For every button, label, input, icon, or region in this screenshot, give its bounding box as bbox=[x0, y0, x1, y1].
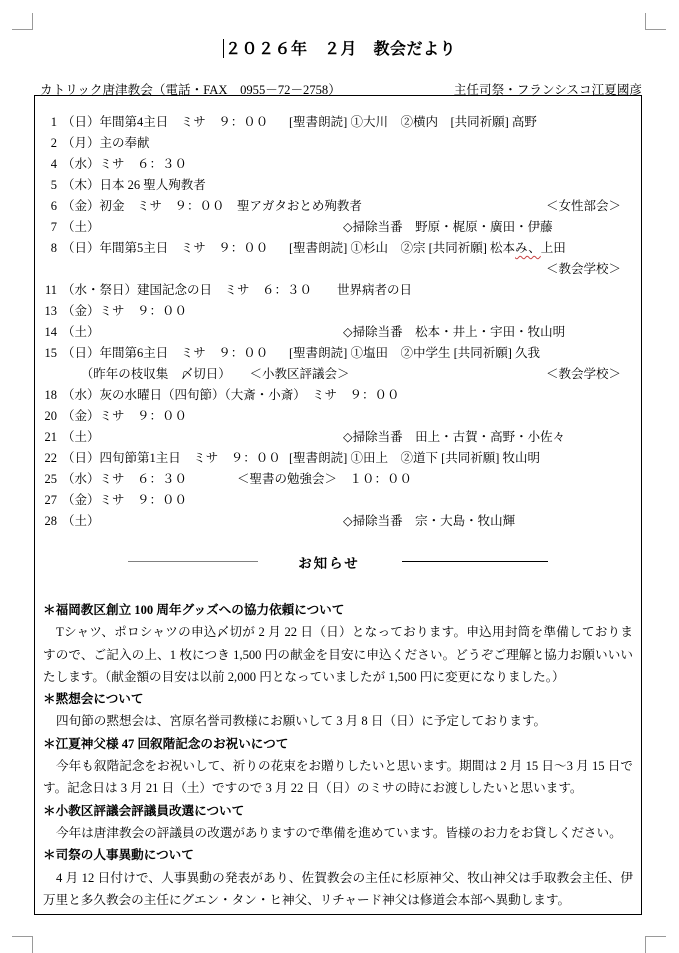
calendar-row bbox=[43, 280, 633, 301]
announcements-section bbox=[43, 599, 633, 911]
event-text: （日）年間第6主日 ミサ ９：００ bbox=[62, 346, 269, 360]
calendar-row bbox=[43, 301, 633, 322]
day-number: 5 bbox=[50, 178, 57, 192]
event-text: （土） bbox=[62, 514, 100, 528]
calendar-row bbox=[43, 196, 633, 217]
mid-text-part: [聖書朗読] ①塩田 ②中学生 [共同祈願] 久我 bbox=[289, 346, 541, 360]
event-text: （水・祭日）建国記念の日 ミサ ６：３０ 世界病者の日 bbox=[62, 283, 413, 297]
cleaning-duty bbox=[343, 511, 515, 532]
calendar-row bbox=[43, 511, 633, 532]
announcement bbox=[43, 733, 633, 800]
event-text: （金）ミサ ９：００ bbox=[62, 409, 188, 423]
day-number: 27 bbox=[44, 493, 57, 507]
announcement bbox=[43, 599, 633, 688]
calendar-row bbox=[43, 259, 633, 280]
event-text: （土） bbox=[62, 220, 100, 234]
calendar-row bbox=[43, 238, 633, 259]
cleaning-duty bbox=[343, 427, 565, 448]
side-note: ＜女性部会＞ bbox=[545, 199, 621, 213]
calendar-row bbox=[43, 112, 633, 133]
announcement-title: ＊司祭の人事異動について bbox=[43, 848, 194, 863]
mid-text-part: 上田 bbox=[540, 241, 566, 255]
text-cursor bbox=[223, 39, 224, 58]
scripture-readers bbox=[289, 343, 540, 364]
church-name-phone: カトリック唐津教会（電話・FAX 0955－72－2758） bbox=[40, 83, 341, 97]
main-box bbox=[34, 95, 642, 915]
calendar-row bbox=[43, 133, 633, 154]
calendar-row bbox=[43, 406, 633, 427]
calendar-row bbox=[43, 427, 633, 448]
mid-text-part: [聖書朗読] ①杉山 ②宗 [共同祈願] 松本 bbox=[289, 241, 516, 255]
day-number: 15 bbox=[44, 346, 57, 360]
announcement-body: Tシャツ、ポロシャツの申込〆切が 2 月 22 日（日）となっております。申込用封筒を準備しておりますので、ご記入の上、1 枚につき 1,500 円の献金を目安に申込ください。どうぞご理解と協力お願いいいたします。（献金額の目安は以前 2,000 円となっていましたが 1,500 円に変更になりました。） bbox=[43, 625, 633, 684]
calendar-row bbox=[43, 469, 633, 490]
mid-text-part: ◇掃除当番 野原・梶原・廣田・伊藤 bbox=[343, 220, 553, 234]
mid-text-part: [聖書朗読] ①大川 ②横内 [共同祈願] 高野 bbox=[289, 115, 537, 129]
announcement-title: ＊小教区評議会評議員改選について bbox=[43, 803, 245, 818]
day-number: 7 bbox=[50, 220, 57, 234]
event-text: （昨年の枝収集 〆切日） ＜小教区評議会＞ bbox=[62, 367, 350, 381]
day-number: 18 bbox=[44, 388, 57, 402]
event-text: （日）年間第4主日 ミサ ９：００ bbox=[62, 115, 269, 129]
announcement-body: 四旬節の黙想会は、宮原名誉司教様にお願いして 3 月 8 日（日）に予定しております。 bbox=[56, 714, 547, 729]
day-number: 22 bbox=[44, 451, 57, 465]
day-number: 21 bbox=[44, 430, 57, 444]
day-number: 14 bbox=[44, 325, 57, 339]
calendar-row bbox=[43, 322, 633, 343]
calendar-row bbox=[43, 385, 633, 406]
calendar-row bbox=[43, 364, 633, 385]
event-text: （水）ミサ ６：３０ ＜聖書の勉強会＞ １０：００ bbox=[62, 472, 413, 486]
announcement-body: 今年は唐津教会の評議員の改選がありますので準備を進めています。皆様のお力をお貸しください。 bbox=[56, 825, 622, 840]
crop-mark-bottom-left bbox=[12, 936, 33, 953]
day-number: 20 bbox=[44, 409, 57, 423]
day-number: 1 bbox=[50, 115, 57, 129]
mid-text-part: [聖書朗読] ①田上 ②道下 [共同祈願] 牧山明 bbox=[289, 451, 541, 465]
scripture-readers bbox=[289, 112, 537, 133]
announcement-title: ＊江夏神父様 47 回叙階記念のお祝いにつて bbox=[43, 736, 289, 751]
calendar-row bbox=[43, 175, 633, 196]
day-number: 13 bbox=[44, 304, 57, 318]
mid-text-part: ◇掃除当番 田上・古賀・高野・小佐々 bbox=[343, 430, 566, 444]
calendar-row bbox=[43, 490, 633, 511]
divider-line-right bbox=[402, 561, 548, 562]
announcement bbox=[43, 688, 633, 733]
event-text: （金）ミサ ９：００ bbox=[62, 304, 188, 318]
day-number: 8 bbox=[50, 241, 57, 255]
announcement bbox=[43, 800, 633, 845]
crop-mark-top-right bbox=[645, 13, 666, 30]
event-text: （水）灰の水曜日（四旬節）（大斎・小斎） ミサ ９：００ bbox=[62, 388, 400, 402]
event-text: （日）四旬節第1主日 ミサ ９：００ bbox=[62, 451, 281, 465]
calendar-row bbox=[43, 343, 633, 364]
pastor-name: 主任司祭・フランシスコ江夏國彦 bbox=[453, 83, 642, 97]
announcement-title: ＊福岡教区創立 100 周年グッズへの協力依頼について bbox=[43, 603, 345, 617]
day-number: 11 bbox=[44, 283, 57, 297]
scripture-readers bbox=[289, 238, 566, 259]
calendar-section bbox=[43, 112, 633, 532]
event-text: （水）ミサ ６：３０ bbox=[62, 157, 188, 171]
calendar-row bbox=[43, 448, 633, 469]
cleaning-duty bbox=[343, 322, 565, 343]
title-row bbox=[0, 36, 679, 59]
event-text: （月）主の奉献 bbox=[62, 136, 150, 150]
notice-heading: お知らせ bbox=[298, 555, 360, 571]
event-text: （金）ミサ ９：００ bbox=[62, 493, 188, 507]
day-number: 4 bbox=[50, 157, 57, 171]
side-note: ＜教会学校＞ bbox=[545, 367, 621, 381]
day-number: 2 bbox=[50, 136, 57, 150]
announcement-body: 今年も叙階記念をお祝いして、祈りの花束をお贈りしたいと思います。期間は 2 月 15 日～3 月 15 日です。記念日は 3 月 21 日（土）ですので 3 月 22 日（日）のミサの時にお渡ししたいと思います。 bbox=[43, 759, 633, 796]
crop-mark-bottom-right bbox=[645, 936, 666, 953]
announcement bbox=[43, 844, 633, 911]
announcement-body: 4 月 12 日付けで、人事異動の発表があり、佐賀教会の主任に杉原神父、牧山神父は手取教会主任、伊万里と多久教会の主任にグエン・タン・ヒ神父、リチャード神父は修道会本部へ異動します。 bbox=[43, 870, 633, 907]
day-number: 28 bbox=[44, 514, 57, 528]
page-title: ２０２６年 ２月 教会だより bbox=[224, 41, 456, 58]
event-text: （土） bbox=[62, 325, 100, 339]
event-text: （金）初金 ミサ ９：００ 聖アガタおとめ殉教者 bbox=[62, 199, 362, 213]
crop-mark-top-left bbox=[12, 13, 33, 30]
event-text: （日）年間第5主日 ミサ ９：００ bbox=[62, 241, 269, 255]
mid-text-part: ◇掃除当番 宗・大島・牧山輝 bbox=[343, 514, 516, 528]
divider-line-left bbox=[128, 561, 258, 562]
calendar-row bbox=[43, 217, 633, 238]
day-number: 25 bbox=[44, 472, 57, 486]
scripture-readers bbox=[289, 448, 540, 469]
event-text: （土） bbox=[62, 430, 100, 444]
announcement-title: ＊黙想会について bbox=[43, 692, 144, 707]
side-note: ＜教会学校＞ bbox=[545, 262, 621, 276]
notice-divider bbox=[43, 551, 633, 572]
calendar-row bbox=[43, 154, 633, 175]
spellcheck-underline-text: み、 bbox=[515, 241, 541, 255]
day-number: 6 bbox=[50, 199, 57, 213]
event-text: （木）日本 26 聖人殉教者 bbox=[62, 178, 206, 192]
mid-text-part: ◇掃除当番 松本・井上・宇田・牧山明 bbox=[343, 325, 566, 339]
cleaning-duty bbox=[343, 217, 553, 238]
